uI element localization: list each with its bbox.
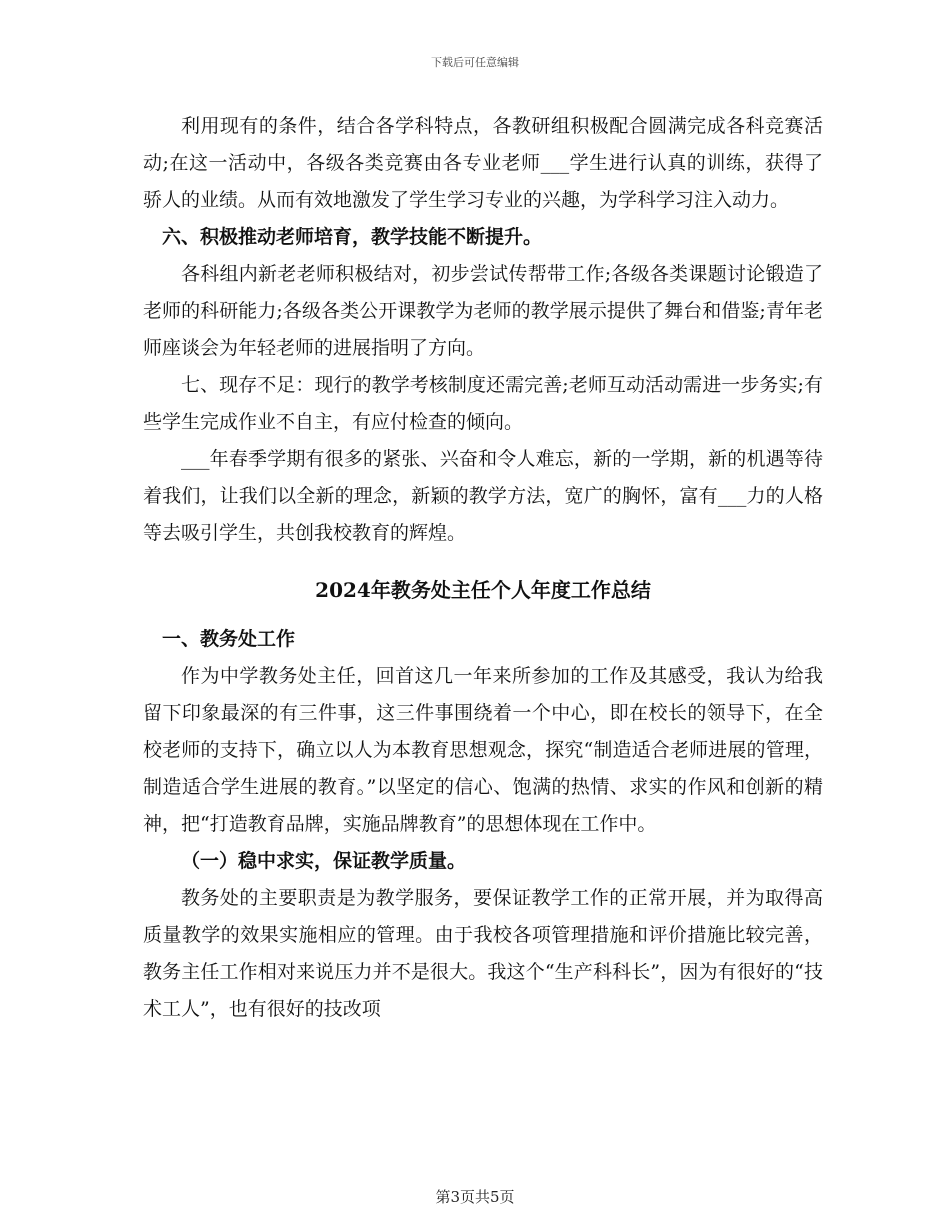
- section-heading-one: 一、教务处工作: [162, 628, 296, 650]
- paragraph-competitions: 利用现有的条件，结合各学科特点，各教研组积极配合圆满完成各科竞赛活动;在这一活动中，各级各类竞赛由各专业老师___学生进行认真的训练，获得了骄人的业绩。从而有效地激发了学生学习专业的兴趣，为学科学习注入动力。: [143, 115, 823, 211]
- paragraph-teacher-training: 各科组内新老老师积极结对，初步尝试传帮带工作;各级各类课题讨论锻造了老师的科研能力;各级各类公开课教学为老师的教学展示提供了舞台和借鉴;青年老师座谈会为年轻老师的进展指明了方向。: [143, 263, 823, 359]
- document-title: 2024年教务处主任个人年度工作总结: [315, 578, 651, 602]
- paragraph-intro: 作为中学教务处主任，回首这几一年来所参加的工作及其感受，我认为给我留下印象最深的有三件事，这三件事围绕着一个中心，即在校长的领导下，在全校老师的支持下，确立以人为本教育思想观念，探究“制造适合老师进展的管理，制造适合学生进展的教育。”以坚定的信心、饱满的热情、求实的作风和创新的精神，把“打造教育品牌，实施品牌教育”的思想体现在工作中。: [143, 665, 823, 835]
- subsection-heading: （一）稳中求实，保证教学质量。: [181, 850, 467, 872]
- page-footer-number: 第3页共5页: [435, 1188, 515, 1206]
- document-body: [143, 108, 823, 1028]
- paragraph-duties: 教务处的主要职责是为教学服务，要保证教学工作的正常开展，并为取得高质量教学的效果实施相应的管理。由于我校各项管理措施和评价措施比较完善，教务主任工作相对来说压力并不是很大。我这个“生产科科长”，因为有很好的“技术工人”，也有很好的技改项: [143, 887, 823, 1020]
- page-header-note: 下载后可任意编辑: [431, 56, 519, 69]
- paragraph-shortcomings: 七、现存不足：现行的教学考核制度还需完善;老师互动活动需进一步务实;有些学生完成作业不自主，有应付检查的倾向。: [143, 374, 823, 433]
- paragraph-outlook: ___年春季学期有很多的紧张、兴奋和令人难忘，新的一学期，新的机遇等待着我们，让我们以全新的理念，新颖的教学方法，宽广的胸怀，富有___力的人格等去吸引学生，共创我校教育的辉煌。: [143, 448, 823, 544]
- section-heading-six: 六、积极推动老师培育，教学技能不断提升。: [162, 226, 543, 248]
